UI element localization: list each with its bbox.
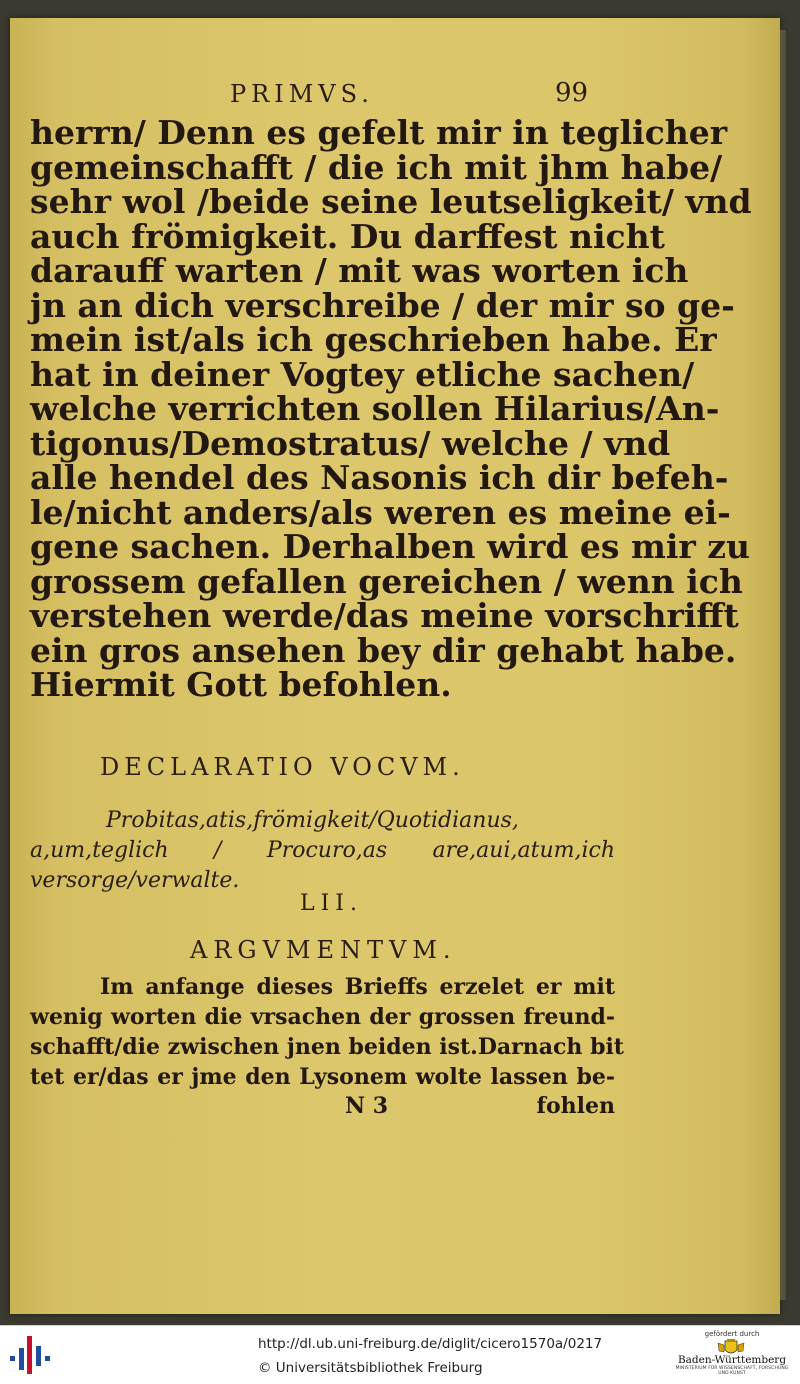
sponsor-name: Baden-Württemberg — [677, 1354, 787, 1366]
argument-title: ARGVMENTVM. — [190, 936, 457, 964]
declaratio-line: versorge/verwalte. — [30, 868, 240, 893]
body-line: gene sachen. Derhalben wird es mir zu — [30, 527, 751, 566]
body-line: verstehen werde/das meine vorschrifft — [30, 596, 739, 635]
declaratio-line: Probitas,atis,frömigkeit/Quotidianus, — [106, 808, 519, 833]
book-page — [10, 18, 780, 1314]
signature-mark: N 3 — [345, 1093, 389, 1119]
body-line: hat in deiner Vogtey etliche sachen/ — [30, 354, 695, 394]
body-line: grossem gefallen gereichen / wenn ich — [30, 561, 743, 601]
declaratio-line: a,um,teglich / Procuro,as are,aui,atum,ich — [30, 838, 615, 863]
body-line: tigonus/Demostratus/ welche / vnd — [30, 423, 671, 463]
argument-line: Im anfange dieses Brieffs erzelet er mit — [100, 974, 615, 1000]
ub-freiburg-logo-icon[interactable] — [8, 1332, 52, 1378]
body-line: le/nicht anders/als weren es meine ei- — [30, 492, 731, 532]
argument-line: schafft/die zwischen jnen beiden ist.Darnach bit — [30, 1034, 624, 1060]
body-line: alle hendel des Nasonis ich dir befeh- — [30, 458, 729, 497]
catchword: fohlen — [536, 1093, 615, 1119]
page-foot — [30, 1093, 615, 1123]
body-line: gemeinschafft / die ich mit jhm habe/ — [30, 147, 723, 187]
page-number: 99 — [555, 78, 589, 108]
sponsor-ministry: MINISTERIUM FÜR WISSENSCHAFT, FORSCHUNG UND KUNST — [675, 1366, 789, 1376]
body-line: mein ist/als ich geschrieben habe. Er — [30, 320, 717, 359]
section-title: DECLARATIO VOCVM. — [100, 753, 465, 781]
body-line: Hiermit Gott befohlen. — [30, 665, 452, 704]
epistle-number: LII. — [300, 891, 363, 916]
coat-of-arms-icon — [716, 1339, 746, 1357]
body-line: jn an dich verschreibe / der mir so ge- — [30, 285, 735, 325]
running-head: PRIMVS. — [230, 80, 374, 108]
body-line: darauff warten / mit was worten ich — [30, 251, 689, 290]
declaratio-text — [30, 806, 615, 896]
argument-text — [30, 972, 624, 1092]
body-line: ein gros ansehen bey dir gehabt habe. — [30, 630, 737, 670]
sponsor-block[interactable] — [672, 1330, 792, 1382]
body-line: sehr wol /beide seine leutseligkeit/ vnd — [30, 182, 752, 221]
copyright-text: © Universitätsbibliothek Freiburg — [258, 1360, 483, 1376]
body-line: auch frömigkeit. Du darffest nicht — [30, 216, 665, 256]
argument-line: wenig worten die vrsachen der grossen freund- — [30, 1004, 615, 1030]
sponsor-label: gefördert durch — [704, 1330, 760, 1338]
body-line: herrn/ Denn es gefelt mir in teglicher — [30, 113, 728, 152]
body-text — [30, 113, 752, 704]
body-line: welche verrichten sollen Hilarius/An- — [30, 389, 720, 428]
permalink-url[interactable]: http://dl.ub.uni-freiburg.de/diglit/cicero1570a/0217 — [258, 1336, 603, 1352]
argument-line: tet er/das er jme den Lysonem wolte lassen be- — [30, 1064, 615, 1090]
viewer-footer — [0, 1325, 800, 1384]
